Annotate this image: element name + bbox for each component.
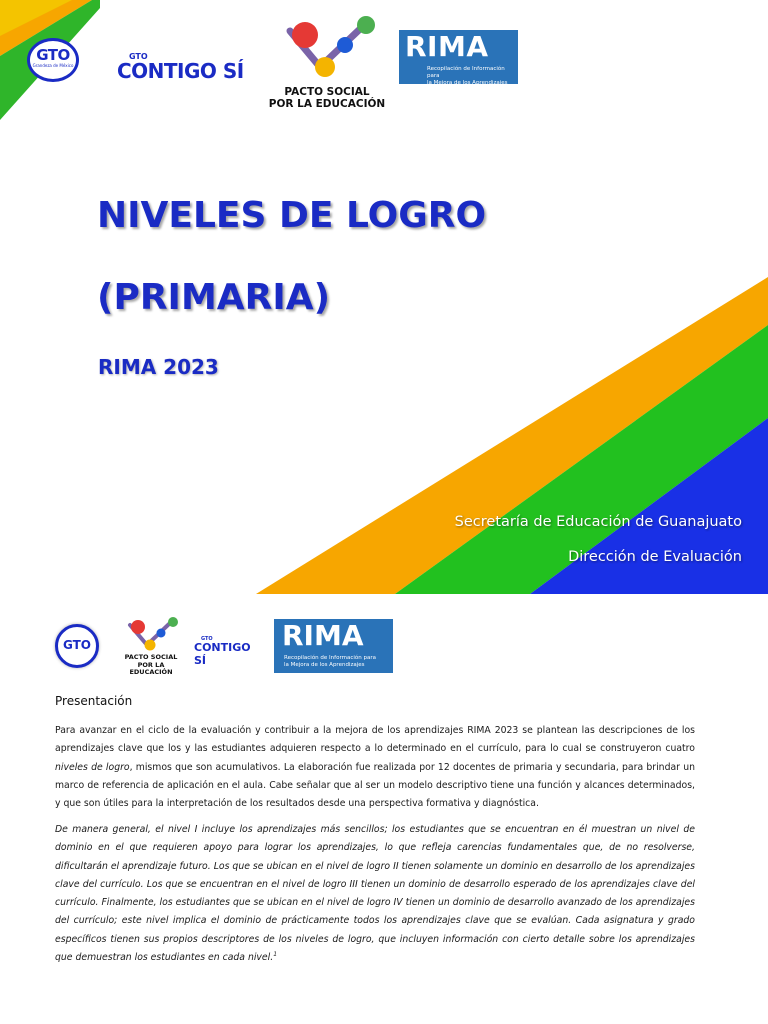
rima-small-subtitle bbox=[284, 655, 389, 669]
pacto-social-logo bbox=[268, 15, 386, 113]
cover-title-line1: NIVELES DE LOGRO bbox=[97, 195, 487, 236]
rima-logo-sub-line1: Recopilación de Información para bbox=[427, 66, 505, 79]
contigo-small-wordmark bbox=[194, 641, 266, 667]
gto-logo bbox=[27, 38, 79, 82]
rima-logo-subtitle bbox=[427, 66, 515, 87]
contigo-si-logo-small bbox=[194, 636, 266, 667]
pacto-social-label bbox=[268, 86, 386, 110]
pacto-social-small-line2: POR LA EDUCACIÓN bbox=[129, 660, 173, 676]
contigo-si-logo bbox=[117, 53, 262, 85]
rima-logo-sub-line2: la Mejora de los Aprendizajes bbox=[427, 80, 508, 86]
rima-logo-small bbox=[274, 619, 393, 673]
rima-small-sub-line2: la Mejora de los Aprendizajes bbox=[284, 662, 365, 668]
pacto-social-label-small bbox=[118, 654, 184, 677]
pacto-social-icon-small bbox=[118, 616, 184, 654]
presentation-heading: Presentación bbox=[55, 694, 133, 708]
cover-title-line2: (PRIMARIA) bbox=[97, 277, 331, 318]
presentation-page bbox=[0, 594, 768, 1024]
rima-logo bbox=[399, 30, 518, 84]
contigo-logo-prefix: GTO bbox=[129, 52, 148, 61]
contigo-small-si: SÍ bbox=[194, 654, 207, 667]
paragraph1-part1: Para avanzar en el ciclo de la evaluación y contribuir a la mejora de los aprendizajes RIMA 2023 se plantean las descripciones de los aprendizajes clave que los y las estudiantes adquieren respecto a lo determinado en el currículo, para lo cual se construyeron cuatro bbox=[55, 725, 695, 755]
cover-department: Dirección de Evaluación bbox=[568, 549, 742, 565]
gto-logo-small-text: GTO bbox=[62, 638, 92, 652]
pacto-social-line1: PACTO SOCIAL bbox=[284, 86, 370, 98]
pacto-social-logo-small bbox=[118, 616, 184, 676]
contigo-logo-text: CONTIGO bbox=[117, 59, 217, 83]
gto-logo-tagline: Grandeza de México bbox=[32, 63, 74, 68]
gto-logo-small bbox=[55, 624, 99, 668]
presentation-paragraph-2 bbox=[55, 821, 695, 967]
paragraph1-italic-term: niveles de logro bbox=[55, 761, 130, 773]
pacto-social-icon bbox=[268, 15, 386, 85]
contigo-small-text: CONTIGO bbox=[194, 641, 251, 654]
contigo-logo-wordmark bbox=[117, 60, 244, 82]
contigo-logo-si: SÍ bbox=[222, 59, 244, 83]
presentation-paragraph-1 bbox=[55, 722, 695, 813]
cover-subtitle: RIMA 2023 bbox=[98, 355, 219, 379]
cover-organization: Secretaría de Educación de Guanajuato bbox=[454, 514, 742, 530]
rima-small-title: RIMA bbox=[282, 619, 364, 652]
rima-logo-title: RIMA bbox=[405, 30, 489, 63]
pacto-social-line2: POR LA EDUCACIÓN bbox=[268, 98, 386, 110]
gto-logo-text: GTO bbox=[36, 46, 70, 64]
rima-small-sub-line1: Recopilación de Información para bbox=[284, 655, 376, 661]
paragraph1-part2: , mismos que son acumulativos. La elaboración fue realizada por 12 docentes de primaria y secundaria, para brindar un marco de referencia de aplicación en el aula. Cabe señalar que al ser un modelo descriptivo tiene una función y alcances determinados, y que son útiles para la interpretación de los resultados desde una perspectiva formativa y diagnóstica. bbox=[55, 761, 695, 810]
pacto-social-small-line1: PACTO SOCIAL bbox=[124, 653, 178, 661]
contigo-small-prefix: GTO bbox=[201, 636, 213, 642]
paragraph2-text: De manera general, el nivel I incluye los aprendizajes más sencillos; los estudiantes que se encuentran en él muestran un nivel de dominio en el que requieren apoyo para lograr los aprendizajes, lo que refleja carencias fundamentales que, de no resolverse, dificultarán el aprendizaje futuro. Los que se ubican en el nivel de logro II tienen solamente un dominio en desarrollo de los aprendizajes clave del currículo. Los que se encuentran en el nivel de logro III tienen un dominio de desarrollo esperado de los aprendizajes clave del currículo. Finalmente, los estudiantes que se ubican en el nivel de logro IV tienen un dominio de desarrollo avanzado de los aprendizajes del currículo; este nivel implica el dominio de prácticamente todos los aprendizajes clave que se evalúan. Cada asignatura y grado específicos tienen sus propios descriptores de los niveles de logro, que incluyen información con cierto detalle sobre los aprendizajes que demuestran los estudiantes en cada nivel. bbox=[55, 824, 695, 964]
footnote-marker[interactable]: 1 bbox=[273, 950, 278, 958]
